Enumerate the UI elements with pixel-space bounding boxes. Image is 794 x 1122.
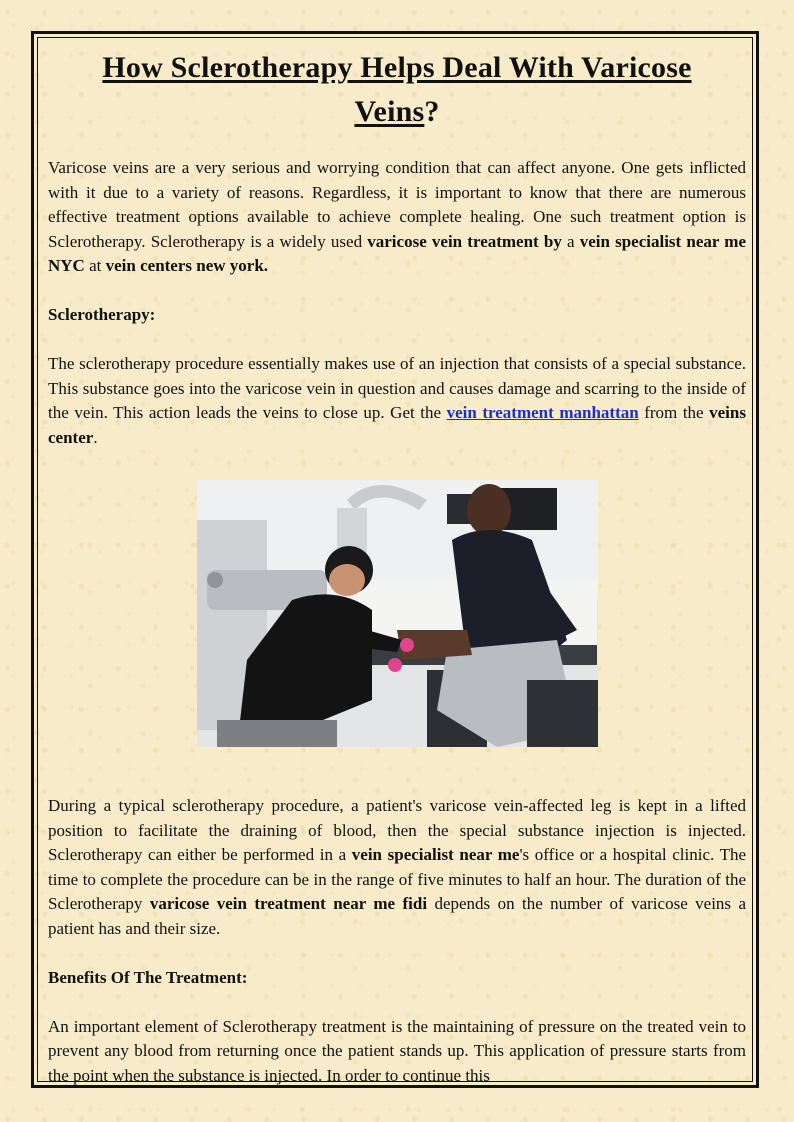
details-bold-vein-specialist: vein specialist near me [351, 845, 520, 864]
title-line1: How Sclerotherapy Helps Deal With Varicose [102, 51, 692, 84]
page-title [48, 46, 746, 134]
procedure-details-paragraph [48, 794, 746, 941]
details-bold-fidi: varicose vein treatment near me fidi [149, 894, 428, 913]
benefits-paragraph [48, 1015, 746, 1089]
figure-container [48, 450, 746, 794]
intro-paragraph [48, 156, 746, 279]
title-veins: Veins [354, 95, 425, 128]
intro-bold-vein-specialist: vein specialist near me NYC [48, 231, 746, 275]
vein-treatment-manhattan-link[interactable]: vein treatment manhattan [446, 403, 639, 422]
details-text-2: 's office or a hospital clinic. The time to complete the procedure can be in the range of five minutes to half an hour. The duration of the Sclerotherapy [48, 845, 746, 913]
intro-text-3: at [84, 256, 106, 275]
intro-bold-vein-centers: vein centers new york. [105, 256, 269, 275]
procedure-bold-veins-center: veins center [48, 403, 746, 447]
procedure-text-2: from the [638, 403, 710, 422]
intro-text-1: Varicose veins are a very serious and worrying condition that can affect anyone. One gets inflicted with it due to a variety of reasons. Regardless, it is important to know that there are numerous effective treatment options available to achieve complete healing. One such treatment option is Sclerotherapy. Sclerotherapy is a widely used [48, 158, 746, 251]
procedure-text-3: . [93, 427, 98, 447]
procedure-paragraph [48, 352, 746, 450]
treatment-photo [197, 480, 598, 747]
intro-text-2: a [561, 231, 580, 251]
section-heading-sclerotherapy: Sclerotherapy: [48, 305, 156, 324]
benefits-text-1: An important element of Sclerotherapy treatment is the maintaining of pressure on the treated vein to prevent any blood from returning once the patient stands up. This application of pressure starts from the point when the substance is injected. In order to continue this [48, 1016, 746, 1085]
treatment-photo-illustration [197, 480, 598, 747]
title-question-mark: ? [424, 95, 440, 128]
document-body [48, 46, 746, 1088]
details-text-1: During a typical sclerotherapy procedure, a patient's varicose vein-affected leg is kept in a lifted position to facilitate the draining of blood, then the special substance injection is injected. Sclerotherapy can either be performed in a [48, 796, 746, 864]
procedure-text-1: The sclerotherapy procedure essentially makes use of an injection that consists of a special substance. This substance goes into the varicose vein in question and causes damage and scarring to the inside of the vein. This action leads the veins to close up. Get the [48, 354, 746, 422]
intro-bold-varicose-treatment: varicose vein treatment by [367, 231, 562, 251]
details-text-3: depends on the number of varicose veins a patient has and their size. [48, 894, 747, 938]
section-heading-benefits: Benefits Of The Treatment: [48, 967, 248, 987]
